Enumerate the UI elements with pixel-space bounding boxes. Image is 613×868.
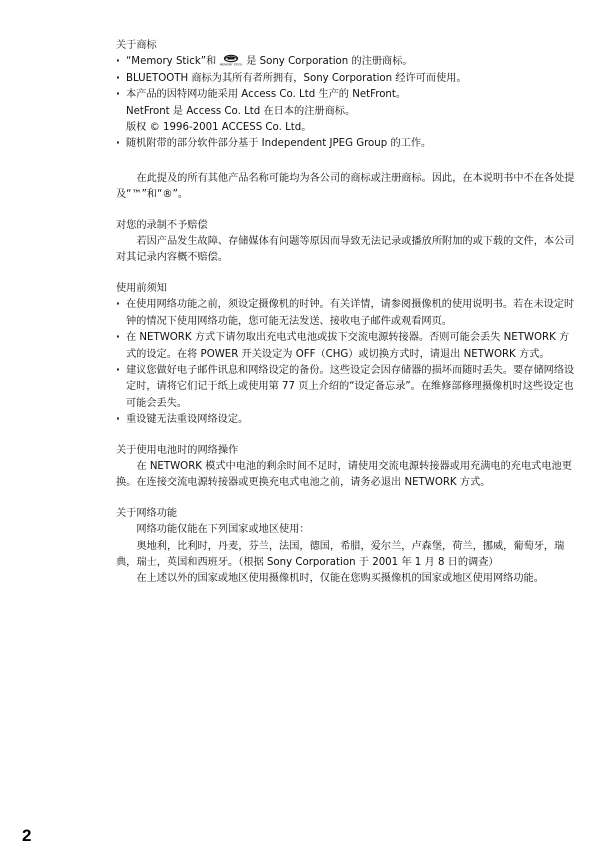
- page-number: 2: [22, 826, 32, 845]
- netfront-line-1: · 本产品的因特网功能采用 Access Co. Ltd 生产的 NetFront。: [126, 89, 407, 101]
- before-use-item-backup: · 建议您做好电子邮件讯息和网络设定的备份。这些设定会因存储器的损坏而随时丢失。要存储网络设定时，请将它们记于纸上或使用第 77 页上介绍的“设定备忘录”。在维修部修理摄像机时这些设定也可能会丢失。: [116, 363, 576, 412]
- no-compensation-section: [116, 218, 576, 267]
- network-heading: 关于网络功能: [116, 507, 178, 519]
- memory-stick-text-before: “Memory Stick”和: [126, 56, 217, 68]
- battery-section: [116, 443, 576, 492]
- battery-paragraph: 在 NETWORK 模式中电池的剩余时间不足时，请使用交流电源转接器或用充满电的充电式电池更换。在连接交流电源转接器或更换充电式电池之前，请务必退出 NETWORK 方式。: [116, 460, 572, 489]
- trademarks-heading: 关于商标: [116, 40, 157, 51]
- memory-stick-trademark-item: [116, 54, 576, 70]
- jpeg-trademark-item: · 随机附带的部分软件部分基于 Independent JPEG Group 的工作。: [116, 136, 576, 152]
- no-compensation-heading: 对您的录制不予赔偿: [116, 219, 208, 231]
- no-compensation-paragraph: 若因产品发生故障、存储媒体有问题等原因而导致无法记录或播放所附加的或下载的文件，本公司对其记录内容概不赔偿。: [116, 236, 575, 264]
- battery-heading: 关于使用电池时的网络操作: [116, 444, 239, 456]
- network-section: [116, 506, 576, 588]
- before-use-item-reset: · 重设键无法重设网络设定。: [116, 412, 576, 428]
- memory-stick-logo-text: MEMORY STICK: [220, 62, 243, 67]
- before-use-item-clock: · 在使用网络功能之前，须设定摄像机的时钟。有关详情，请参阅摄像机的使用说明书。若在未设定时钟的情况下使用网络功能，您可能无法发送、接收电子邮件或观看网页。: [116, 297, 576, 330]
- network-paragraph-1: 网络功能仅能在下列国家或地区使用：: [136, 524, 310, 536]
- before-use-section: [116, 281, 576, 429]
- memory-stick-text-after: 是 Sony Corporation 的注册商标。: [246, 56, 413, 68]
- trademarks-section: [116, 38, 576, 153]
- netfront-line-3: 版权 © 1996-2001 ACCESS Co. Ltd。: [126, 122, 312, 134]
- netfront-trademark-item: [116, 87, 576, 136]
- network-paragraph-3: 在上述以外的国家或地区使用摄像机时，仅能在您购买摄像机的国家或地区使用网络功能。: [136, 573, 544, 585]
- before-use-item-network-mode: · 在 NETWORK 方式下请勿取出充电式电池或拔下交流电源转接器。否则可能会丢失 NETWORK 方式的设定。在将 POWER 开关设定为 OFF（CHG）或切换方式时，请退出 NETWORK 方式。: [116, 330, 576, 363]
- trademark-notice-paragraph: 在此提及的所有其他产品名称可能均为各公司的商标或注册商标。因此，在本说明书中不在各处提及“™”和“®”。: [116, 172, 575, 201]
- memory-stick-logo-icon: [220, 54, 242, 66]
- bluetooth-trademark-item: · BLUETOOTH 商标为其所有者所拥有，Sony Corporation 经许可而使用。: [116, 71, 576, 87]
- netfront-line-2: NetFront 是 Access Co. Ltd 在日本的注册商标。: [126, 105, 356, 117]
- network-paragraph-2: 奥地利，比利时，丹麦，芬兰，法国，德国，希腊，爱尔兰，卢森堡，荷兰，挪威，葡萄牙，瑞典，瑞士，英国和西班牙。（根据 Sony Corporation 于 2001 年 1 月 8 日的调查）: [116, 540, 565, 568]
- manual-page-content: [116, 38, 576, 588]
- before-use-heading: 使用前须知: [116, 282, 167, 294]
